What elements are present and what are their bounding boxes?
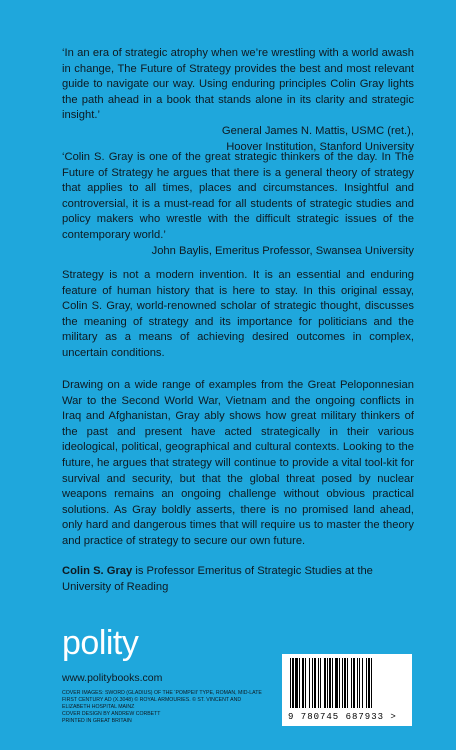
polity-logo: polity	[62, 624, 139, 662]
description-paragraph-1: Strategy is not a modern invention. It is an essential and enduring feature of human history that is here to stay. In this original essay, Colin S. Gray, world-renowned scholar of strategic thought, discusses the meaning of strategy and its importance for politicians and the military as a means of achieving desired outcomes in complex, uncertain conditions.	[62, 269, 414, 359]
cover-credit-images: COVER IMAGES: SWORD (GLADIUS) OF THE ‘POMPEII’ TYPE, ROMAN, MID-LATE FIRST CENTURY AD (X.3048) © ROYAL ARMOURIES. © ST. VINCENT AND ELIZABETH HOSPITAL MAINZ	[62, 690, 262, 710]
cover-credit-design: COVER DESIGN BY ANDREW CORBETT	[62, 711, 161, 717]
quote-mattis-text: ‘In an era of strategic atrophy when we’re wrestling with a world awash in change, The Future of Strategy provides the best and most relevant guide to navigate our way. Using enduring principles Colin Gray lights the path ahead in a book that stands alone in its clarity and strategic insight.’	[62, 47, 414, 122]
barcode	[282, 654, 412, 726]
quote-baylis-attribution: John Baylis, Emeritus Professor, Swansea University	[151, 244, 414, 257]
author-bio	[62, 564, 414, 595]
quote-mattis	[62, 46, 414, 155]
quote-mattis-attribution-1: General James N. Mattis, USMC (ret.),	[221, 124, 414, 137]
cover-credits	[62, 690, 262, 725]
author-name: Colin S. Gray	[62, 565, 133, 577]
quote-mattis-attribution-2: Hoover Institution, Stanford University	[226, 140, 414, 153]
author-bio-text: is Professor Emeritus of Strategic Studies at the University of Reading	[62, 565, 373, 593]
quote-baylis	[62, 150, 414, 259]
isbn-number: 9 780745 687933 >	[288, 712, 397, 722]
cover-credit-printed: PRINTED IN GREAT BRITAIN	[62, 718, 132, 724]
quote-baylis-text: ‘Colin S. Gray is one of the great strategic thinkers of the day. In The Future of Strategy he argues that there is a general theory of strategy that applies to all times, places and circumstances. Insightful and controversial, it is a must-read for all students of strategic studies and policy makers who wrestle with the difficult strategic issues of the contemporary world.’	[62, 151, 414, 241]
barcode-bars	[288, 658, 406, 708]
publisher-url: www.politybooks.com	[62, 672, 163, 684]
description-paragraph-2: Drawing on a wide range of examples from the Great Peloponnesian War to the Second World War, Vietnam and the ongoing conflicts in Iraq and Afghanistan, Gray ably shows how great military thinkers of the past and present have acted strategically in their various ideological, political, geographical and cultural contexts. Looking to the future, he argues that strategy will continue to provide a vital tool-kit for survival and security, but that the global threat posed by nuclear weapons remains an ongoing challenge without obvious practical solutions. As Gray boldly asserts, there is no promised land ahead, only hard and dangerous times that will require us to master the theory and practice of strategy to secure our own future.	[62, 379, 414, 547]
